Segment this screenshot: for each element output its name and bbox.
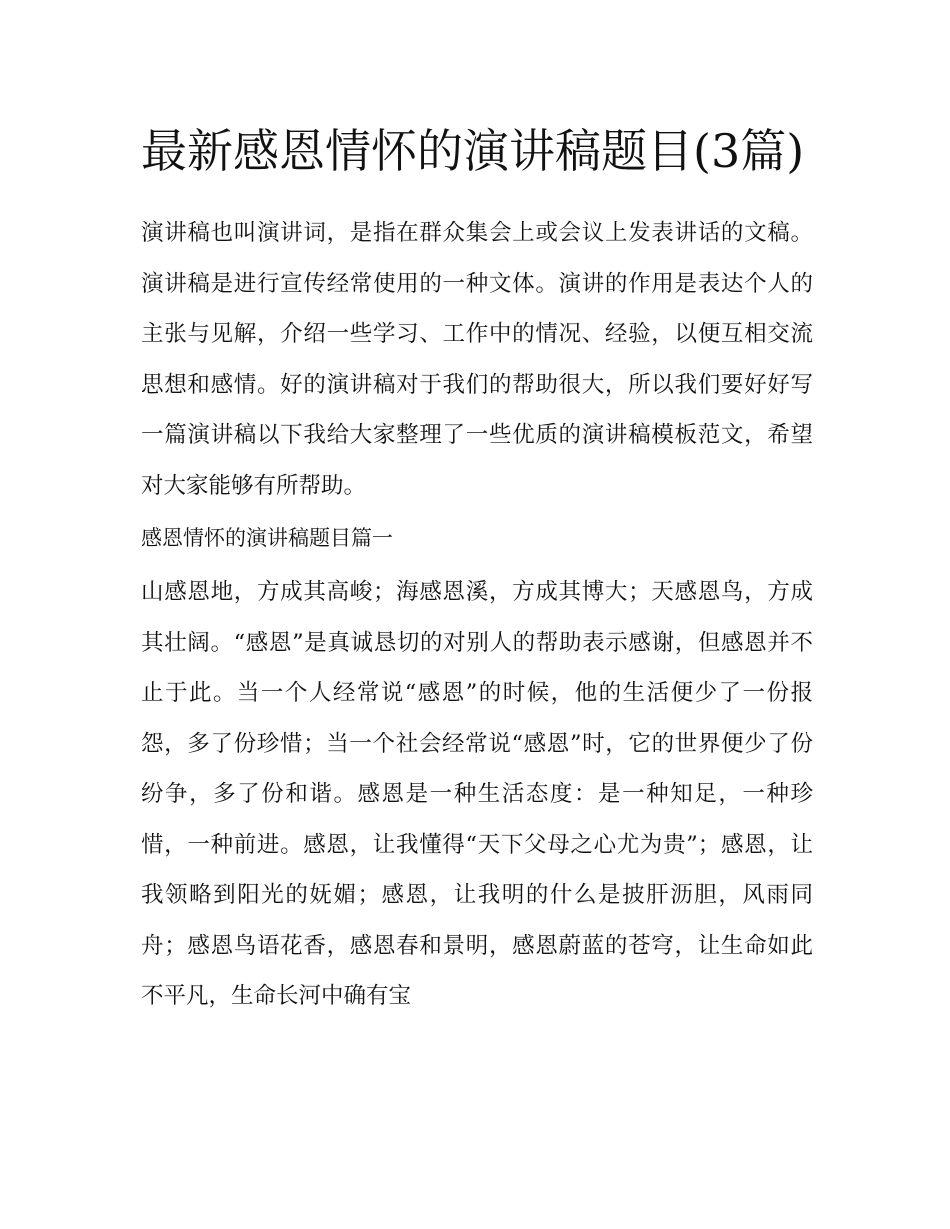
section-heading: 感恩情怀的演讲稿题目篇一 — [141, 526, 393, 550]
intro-paragraph: 演讲稿也叫演讲词，是指在群众集会上或会议上发表讲话的文稿。演讲稿是进行宣传经常使用的一种文体。演讲的作用是表达个人的主张与见解，介绍一些学习、工作中的情况、经验，以便互相交流思想和感情。好的演讲稿对于我们的帮助很大，所以我们要好好写一篇演讲稿以下我给大家整理了一些优质的演讲稿模板范文，希望对大家能够有所帮助。 — [141, 220, 813, 499]
section-paragraph: 山感恩地，方成其高峻；海感恩溪，方成其博大；天感恩鸟，方成其壮阔。“感恩”是真诚恳切的对别人的帮助表示感谢，但感恩并不止于此。当一个人经常说“感恩”的时候，他的生活便少了一份报怨，多了份珍惜；当一个社会经常说“感恩”时，它的世界便少了份纷争，多了份和谐。感恩是一种生活态度：是一种知足，一种珍惜，一种前进。感恩，让我懂得“天下父母之心尤为贵”；感恩，让我领略到阳光的妩媚；感恩，让我明的什么是披肝沥胆，风雨同舟；感恩鸟语花香，感恩春和景明，感恩蔚蓝的苍穹，让生命如此不平凡，生命长河中确有宝 — [141, 579, 813, 1009]
document-content — [141, 112, 813, 1022]
document-title: 最新感恩情怀的演讲稿题目(3篇) — [141, 124, 805, 178]
